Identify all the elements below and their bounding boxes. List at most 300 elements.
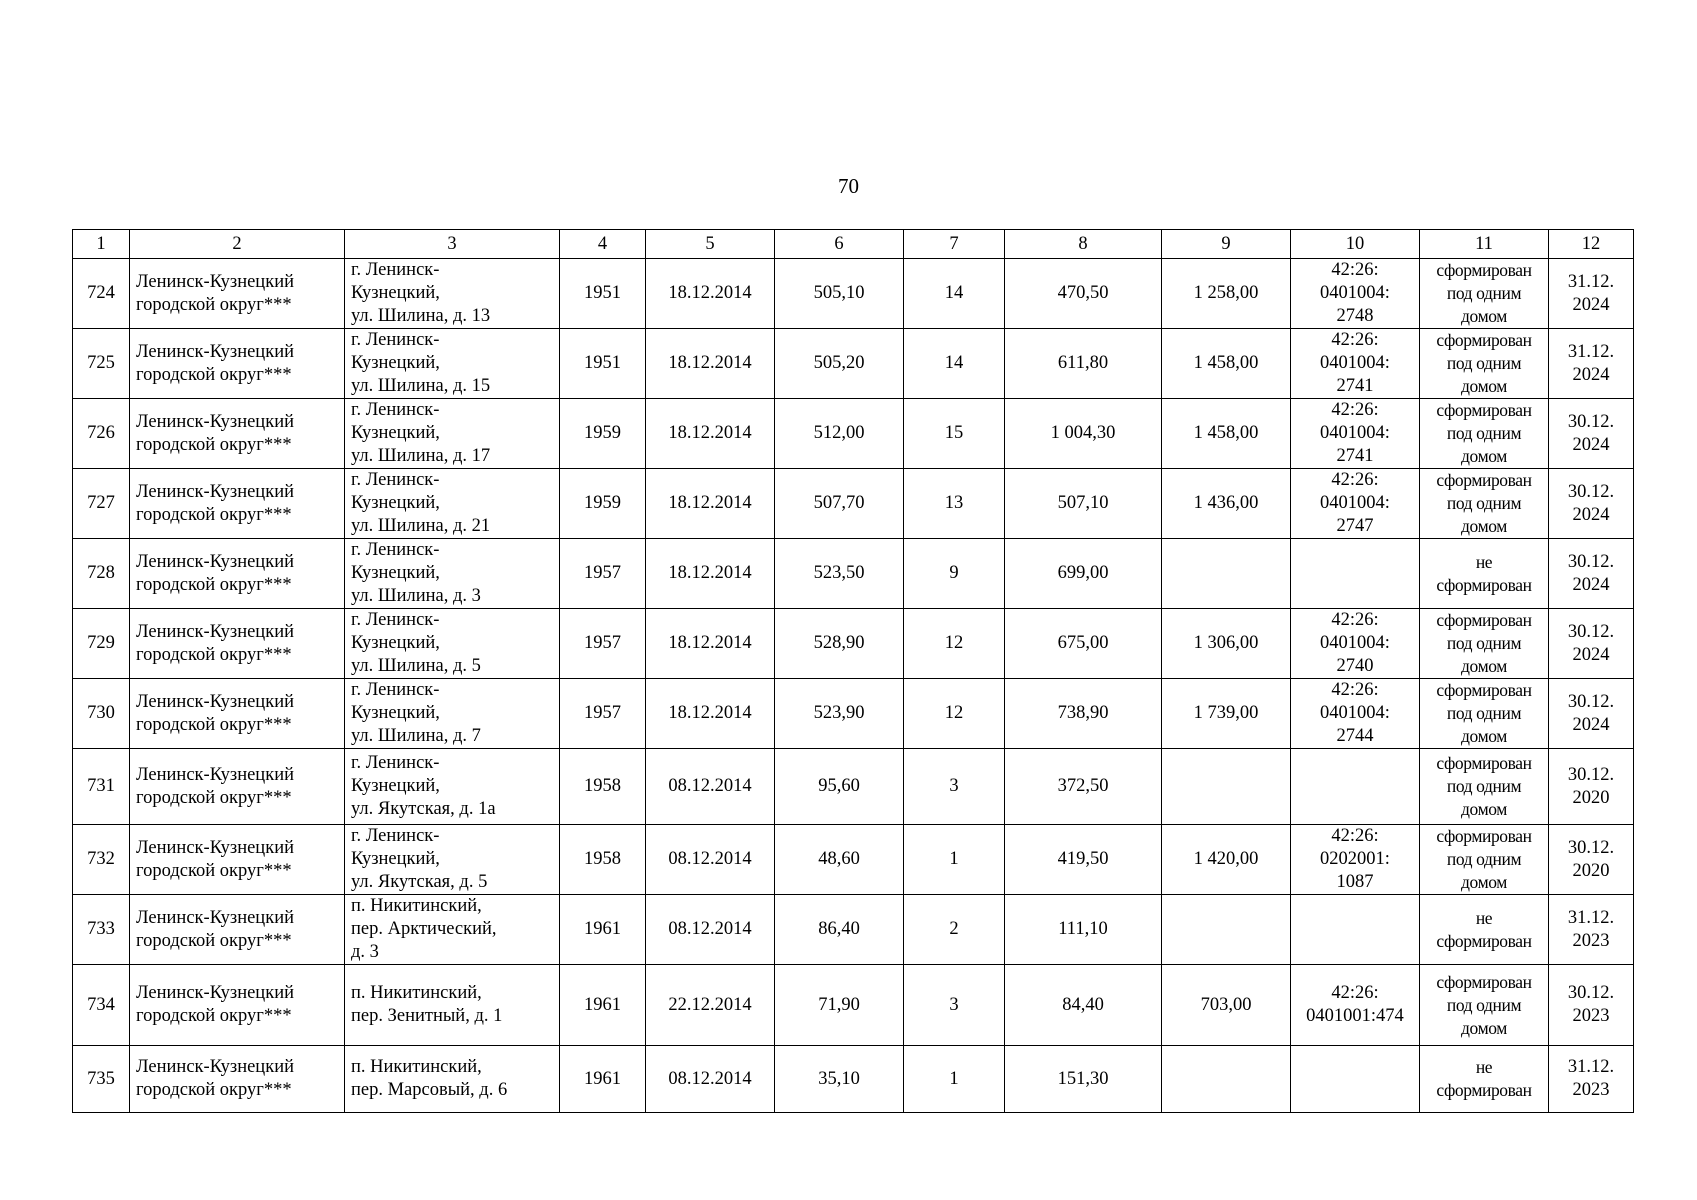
cell-line: 30.12. bbox=[1567, 764, 1615, 785]
table-row bbox=[73, 679, 1634, 749]
date-cell: 18.12.2014 bbox=[646, 679, 775, 749]
table-row bbox=[73, 895, 1634, 965]
cell-line: городской округ*** bbox=[136, 714, 292, 735]
cell-line: под одним bbox=[1446, 633, 1522, 653]
cell-line: под одним bbox=[1446, 493, 1522, 513]
residents-cell: 12 bbox=[904, 609, 1005, 679]
date-cell: 08.12.2014 bbox=[646, 825, 775, 895]
area2-cell: 699,00 bbox=[1005, 539, 1162, 609]
cell-line: 0401004: bbox=[1320, 633, 1390, 653]
area2-cell: 675,00 bbox=[1005, 609, 1162, 679]
cadastral-cell bbox=[1291, 259, 1420, 329]
cell-line: 0401001:474 bbox=[1306, 1006, 1404, 1026]
cell-line: домом bbox=[1461, 872, 1507, 892]
cadastral-cell bbox=[1291, 329, 1420, 399]
table-row bbox=[73, 259, 1634, 329]
area-cell: 505,20 bbox=[775, 329, 904, 399]
municipality-cell bbox=[130, 749, 345, 825]
row-number-cell: 727 bbox=[73, 469, 130, 539]
cell-line: г. Ленинск- bbox=[351, 470, 440, 490]
cell-line: сформирован bbox=[1436, 610, 1532, 630]
address-cell bbox=[345, 259, 560, 329]
cell-line: 2020 bbox=[1572, 860, 1610, 881]
cell-line: сформирован bbox=[1436, 330, 1532, 350]
address-cell bbox=[345, 539, 560, 609]
column-header: 6 bbox=[775, 230, 904, 259]
cell-line: Ленинск-Кузнецкий bbox=[136, 764, 294, 785]
cell-line: Ленинск-Кузнецкий bbox=[136, 551, 294, 572]
cell-line: 42:26: bbox=[1331, 680, 1379, 700]
cell-line: под одним bbox=[1446, 776, 1522, 796]
row-number-cell: 735 bbox=[73, 1046, 130, 1113]
cell-line: 2748 bbox=[1336, 306, 1374, 326]
cell-line: 0401004: bbox=[1320, 703, 1390, 723]
area-cell: 528,90 bbox=[775, 609, 904, 679]
year-cell: 1958 bbox=[560, 825, 646, 895]
area-cell: 512,00 bbox=[775, 399, 904, 469]
cell-line: ул. Шилина, д. 15 bbox=[351, 376, 491, 396]
cell-line: домом bbox=[1461, 799, 1507, 819]
date-cell: 08.12.2014 bbox=[646, 1046, 775, 1113]
cell-line: 42:26: bbox=[1331, 330, 1379, 350]
date-cell: 18.12.2014 bbox=[646, 469, 775, 539]
land-area-cell: 703,00 bbox=[1162, 965, 1291, 1046]
cell-line: г. Ленинск- bbox=[351, 260, 440, 280]
cell-line: Кузнецкий, bbox=[351, 563, 440, 583]
cell-line: 2024 bbox=[1572, 294, 1610, 315]
residents-cell: 15 bbox=[904, 399, 1005, 469]
cell-line: г. Ленинск- bbox=[351, 400, 440, 420]
cell-line: городской округ*** bbox=[136, 574, 292, 595]
cadastral-cell bbox=[1291, 539, 1420, 609]
cell-line: 1087 bbox=[1336, 872, 1374, 892]
cadastral-cell bbox=[1291, 1046, 1420, 1113]
cell-line: под одним bbox=[1446, 353, 1522, 373]
address-cell bbox=[345, 825, 560, 895]
cell-line: г. Ленинск- bbox=[351, 826, 440, 846]
cell-line: 2747 bbox=[1336, 516, 1374, 536]
municipality-cell bbox=[130, 399, 345, 469]
cell-line: 42:26: bbox=[1331, 610, 1379, 630]
column-header: 8 bbox=[1005, 230, 1162, 259]
cell-line: 30.12. bbox=[1567, 837, 1615, 858]
cadastral-cell bbox=[1291, 895, 1420, 965]
cadastral-cell bbox=[1291, 609, 1420, 679]
year-cell: 1957 bbox=[560, 539, 646, 609]
land-area-cell: 1 258,00 bbox=[1162, 259, 1291, 329]
area-cell: 95,60 bbox=[775, 749, 904, 825]
cell-line: Кузнецкий, bbox=[351, 776, 440, 796]
municipality-cell bbox=[130, 469, 345, 539]
year-cell: 1951 bbox=[560, 259, 646, 329]
cell-line: ул. Шилина, д. 17 bbox=[351, 446, 491, 466]
residents-cell: 14 bbox=[904, 259, 1005, 329]
year-cell: 1957 bbox=[560, 609, 646, 679]
cell-line: не bbox=[1475, 1057, 1493, 1077]
year-cell: 1957 bbox=[560, 679, 646, 749]
cell-line: сформирован bbox=[1436, 1080, 1532, 1100]
cell-line: д. 3 bbox=[351, 942, 379, 962]
status-cell bbox=[1420, 895, 1549, 965]
cadastral-cell bbox=[1291, 469, 1420, 539]
table-row bbox=[73, 399, 1634, 469]
cell-line: городской округ*** bbox=[136, 504, 292, 525]
row-number-cell: 728 bbox=[73, 539, 130, 609]
status-cell bbox=[1420, 399, 1549, 469]
date-cell: 18.12.2014 bbox=[646, 329, 775, 399]
cell-line: городской округ*** bbox=[136, 294, 292, 315]
column-header: 3 bbox=[345, 230, 560, 259]
cell-line: сформирован bbox=[1436, 971, 1532, 992]
address-cell bbox=[345, 749, 560, 825]
cell-line: г. Ленинск- bbox=[351, 680, 440, 700]
table-row bbox=[73, 1046, 1634, 1113]
cell-line: 2740 bbox=[1336, 656, 1374, 676]
cell-line: сформирован bbox=[1436, 753, 1532, 773]
column-header: 4 bbox=[560, 230, 646, 259]
table-row bbox=[73, 469, 1634, 539]
cell-line: городской округ*** bbox=[136, 860, 292, 881]
area-cell: 507,70 bbox=[775, 469, 904, 539]
cell-line: сформирован bbox=[1436, 930, 1532, 951]
cell-line: под одним bbox=[1446, 703, 1522, 723]
table-row bbox=[73, 965, 1634, 1046]
housing-register-table bbox=[72, 229, 1634, 1113]
residents-cell: 1 bbox=[904, 825, 1005, 895]
date-cell: 18.12.2014 bbox=[646, 259, 775, 329]
cell-line: Ленинск-Кузнецкий bbox=[136, 411, 294, 432]
area-cell: 523,90 bbox=[775, 679, 904, 749]
year-cell: 1959 bbox=[560, 399, 646, 469]
year-cell: 1961 bbox=[560, 965, 646, 1046]
status-cell bbox=[1420, 609, 1549, 679]
cell-line: домом bbox=[1461, 376, 1507, 396]
deadline-cell bbox=[1549, 399, 1634, 469]
cell-line: п. Никитинский, bbox=[351, 1057, 482, 1077]
year-cell: 1951 bbox=[560, 329, 646, 399]
cell-line: Кузнецкий, bbox=[351, 493, 440, 513]
cell-line: 2023 bbox=[1572, 1006, 1610, 1026]
column-number-row bbox=[73, 230, 1634, 259]
cell-line: пер. Марсовый, д. 6 bbox=[351, 1080, 508, 1100]
cell-line: 2024 bbox=[1572, 504, 1610, 525]
cell-line: 2024 bbox=[1572, 644, 1610, 665]
year-cell: 1958 bbox=[560, 749, 646, 825]
municipality-cell bbox=[130, 539, 345, 609]
area2-cell: 372,50 bbox=[1005, 749, 1162, 825]
address-cell bbox=[345, 609, 560, 679]
row-number-cell: 729 bbox=[73, 609, 130, 679]
date-cell: 22.12.2014 bbox=[646, 965, 775, 1046]
area2-cell: 419,50 bbox=[1005, 825, 1162, 895]
cell-line: сформирован bbox=[1436, 826, 1532, 846]
cell-line: 0202001: bbox=[1320, 849, 1390, 869]
address-cell bbox=[345, 399, 560, 469]
area2-cell: 470,50 bbox=[1005, 259, 1162, 329]
cell-line: домом bbox=[1461, 306, 1507, 326]
residents-cell: 12 bbox=[904, 679, 1005, 749]
cell-line: не bbox=[1475, 907, 1493, 928]
date-cell: 18.12.2014 bbox=[646, 399, 775, 469]
residents-cell: 9 bbox=[904, 539, 1005, 609]
area-cell: 523,50 bbox=[775, 539, 904, 609]
cell-line: ул. Шилина, д. 7 bbox=[351, 726, 481, 746]
cell-line: городской округ*** bbox=[136, 1006, 292, 1026]
cell-line: под одним bbox=[1446, 994, 1522, 1015]
area2-cell: 507,10 bbox=[1005, 469, 1162, 539]
cell-line: 42:26: bbox=[1331, 260, 1379, 280]
municipality-cell bbox=[130, 965, 345, 1046]
cell-line: Ленинск-Кузнецкий bbox=[136, 837, 294, 858]
deadline-cell bbox=[1549, 469, 1634, 539]
cell-line: домом bbox=[1461, 446, 1507, 466]
cell-line: городской округ*** bbox=[136, 434, 292, 455]
cell-line: под одним bbox=[1446, 283, 1522, 303]
cell-line: Ленинск-Кузнецкий bbox=[136, 341, 294, 362]
cell-line: г. Ленинск- bbox=[351, 610, 440, 630]
cell-line: Кузнецкий, bbox=[351, 353, 440, 373]
status-cell bbox=[1420, 825, 1549, 895]
deadline-cell bbox=[1549, 895, 1634, 965]
residents-cell: 2 bbox=[904, 895, 1005, 965]
cell-line: городской округ*** bbox=[136, 930, 292, 951]
row-number-cell: 733 bbox=[73, 895, 130, 965]
cell-line: 0401004: bbox=[1320, 423, 1390, 443]
cell-line: п. Никитинский, bbox=[351, 896, 482, 916]
cell-line: Кузнецкий, bbox=[351, 283, 440, 303]
date-cell: 18.12.2014 bbox=[646, 539, 775, 609]
cadastral-cell bbox=[1291, 749, 1420, 825]
cell-line: сформирован bbox=[1436, 470, 1532, 490]
column-header: 10 bbox=[1291, 230, 1420, 259]
deadline-cell bbox=[1549, 965, 1634, 1046]
area2-cell: 111,10 bbox=[1005, 895, 1162, 965]
cell-line: 2024 bbox=[1572, 364, 1610, 385]
deadline-cell bbox=[1549, 609, 1634, 679]
table-row bbox=[73, 609, 1634, 679]
cell-line: 2023 bbox=[1572, 930, 1610, 951]
cell-line: 31.12. bbox=[1567, 271, 1615, 292]
cell-line: сформирован bbox=[1436, 574, 1532, 595]
cell-line: ул. Шилина, д. 21 bbox=[351, 516, 491, 536]
cell-line: Кузнецкий, bbox=[351, 633, 440, 653]
column-header: 2 bbox=[130, 230, 345, 259]
address-cell bbox=[345, 965, 560, 1046]
cell-line: ул. Шилина, д. 3 bbox=[351, 586, 481, 606]
address-cell bbox=[345, 895, 560, 965]
cell-line: городской округ*** bbox=[136, 364, 292, 385]
table-row bbox=[73, 539, 1634, 609]
cell-line: 2020 bbox=[1572, 787, 1610, 808]
cell-line: домом bbox=[1461, 516, 1507, 536]
year-cell: 1961 bbox=[560, 895, 646, 965]
residents-cell: 3 bbox=[904, 965, 1005, 1046]
cell-line: Ленинск-Кузнецкий bbox=[136, 271, 294, 292]
cell-line: 2024 bbox=[1572, 714, 1610, 735]
cell-line: не bbox=[1475, 551, 1493, 572]
cadastral-cell bbox=[1291, 825, 1420, 895]
cell-line: 31.12. bbox=[1567, 1057, 1615, 1077]
residents-cell: 1 bbox=[904, 1046, 1005, 1113]
cell-line: городской округ*** bbox=[136, 787, 292, 808]
cell-line: под одним bbox=[1446, 423, 1522, 443]
cell-line: 30.12. bbox=[1567, 411, 1615, 432]
deadline-cell bbox=[1549, 749, 1634, 825]
row-number-cell: 724 bbox=[73, 259, 130, 329]
residents-cell: 14 bbox=[904, 329, 1005, 399]
cell-line: Ленинск-Кузнецкий bbox=[136, 907, 294, 928]
cell-line: 30.12. bbox=[1567, 551, 1615, 572]
area-cell: 48,60 bbox=[775, 825, 904, 895]
year-cell: 1961 bbox=[560, 1046, 646, 1113]
residents-cell: 13 bbox=[904, 469, 1005, 539]
table-row bbox=[73, 749, 1634, 825]
deadline-cell bbox=[1549, 825, 1634, 895]
land-area-cell bbox=[1162, 539, 1291, 609]
cell-line: 2744 bbox=[1336, 726, 1374, 746]
address-cell bbox=[345, 469, 560, 539]
cell-line: 0401004: bbox=[1320, 493, 1390, 513]
cell-line: ул. Шилина, д. 13 bbox=[351, 306, 491, 326]
cell-line: 2024 bbox=[1572, 434, 1610, 455]
page-number: 70 bbox=[838, 174, 859, 198]
date-cell: 08.12.2014 bbox=[646, 749, 775, 825]
row-number-cell: 734 bbox=[73, 965, 130, 1046]
column-header: 9 bbox=[1162, 230, 1291, 259]
cell-line: пер. Зенитный, д. 1 bbox=[351, 1006, 503, 1026]
cell-line: сформирован bbox=[1436, 400, 1532, 420]
cell-line: 30.12. bbox=[1567, 481, 1615, 502]
cell-line: сформирован bbox=[1436, 680, 1532, 700]
land-area-cell: 1 458,00 bbox=[1162, 329, 1291, 399]
land-area-cell bbox=[1162, 895, 1291, 965]
cell-line: ул. Шилина, д. 5 bbox=[351, 656, 481, 676]
cell-line: сформирован bbox=[1436, 260, 1532, 280]
deadline-cell bbox=[1549, 1046, 1634, 1113]
column-header: 12 bbox=[1549, 230, 1634, 259]
cell-line: п. Никитинский, bbox=[351, 983, 482, 1003]
area-cell: 71,90 bbox=[775, 965, 904, 1046]
land-area-cell: 1 306,00 bbox=[1162, 609, 1291, 679]
cell-line: 2024 bbox=[1572, 574, 1610, 595]
cell-line: 31.12. bbox=[1567, 907, 1615, 928]
land-area-cell: 1 739,00 bbox=[1162, 679, 1291, 749]
cadastral-cell bbox=[1291, 965, 1420, 1046]
municipality-cell bbox=[130, 1046, 345, 1113]
cell-line: ул. Якутская, д. 5 bbox=[351, 872, 488, 892]
column-header: 7 bbox=[904, 230, 1005, 259]
cell-line: 30.12. bbox=[1567, 983, 1615, 1003]
municipality-cell bbox=[130, 259, 345, 329]
land-area-cell: 1 420,00 bbox=[1162, 825, 1291, 895]
address-cell bbox=[345, 329, 560, 399]
municipality-cell bbox=[130, 679, 345, 749]
area-cell: 505,10 bbox=[775, 259, 904, 329]
cell-line: Ленинск-Кузнецкий bbox=[136, 983, 294, 1003]
row-number-cell: 730 bbox=[73, 679, 130, 749]
residents-cell: 3 bbox=[904, 749, 1005, 825]
cell-line: г. Ленинск- bbox=[351, 330, 440, 350]
cell-line: Ленинск-Кузнецкий bbox=[136, 691, 294, 712]
land-area-cell: 1 436,00 bbox=[1162, 469, 1291, 539]
cell-line: 30.12. bbox=[1567, 621, 1615, 642]
row-number-cell: 726 bbox=[73, 399, 130, 469]
area-cell: 35,10 bbox=[775, 1046, 904, 1113]
area2-cell: 738,90 bbox=[1005, 679, 1162, 749]
cell-line: Ленинск-Кузнецкий bbox=[136, 481, 294, 502]
cell-line: г. Ленинск- bbox=[351, 753, 440, 773]
cell-line: домом bbox=[1461, 656, 1507, 676]
date-cell: 08.12.2014 bbox=[646, 895, 775, 965]
cell-line: пер. Арктический, bbox=[351, 919, 497, 939]
area2-cell: 84,40 bbox=[1005, 965, 1162, 1046]
status-cell bbox=[1420, 965, 1549, 1046]
deadline-cell bbox=[1549, 679, 1634, 749]
table-row bbox=[73, 329, 1634, 399]
municipality-cell bbox=[130, 609, 345, 679]
area2-cell: 1 004,30 bbox=[1005, 399, 1162, 469]
cadastral-cell bbox=[1291, 679, 1420, 749]
row-number-cell: 731 bbox=[73, 749, 130, 825]
municipality-cell bbox=[130, 329, 345, 399]
cell-line: 2741 bbox=[1336, 376, 1374, 396]
cell-line: городской округ*** bbox=[136, 1080, 292, 1100]
cell-line: 2741 bbox=[1336, 446, 1374, 466]
area2-cell: 151,30 bbox=[1005, 1046, 1162, 1113]
cell-line: домом bbox=[1461, 1017, 1507, 1038]
cell-line: Кузнецкий, bbox=[351, 423, 440, 443]
cell-line: 0401004: bbox=[1320, 353, 1390, 373]
land-area-cell bbox=[1162, 749, 1291, 825]
cadastral-cell bbox=[1291, 399, 1420, 469]
municipality-cell bbox=[130, 825, 345, 895]
municipality-cell bbox=[130, 895, 345, 965]
area-cell: 86,40 bbox=[775, 895, 904, 965]
status-cell bbox=[1420, 539, 1549, 609]
row-number-cell: 732 bbox=[73, 825, 130, 895]
column-header: 1 bbox=[73, 230, 130, 259]
date-cell: 18.12.2014 bbox=[646, 609, 775, 679]
cell-line: 0401004: bbox=[1320, 283, 1390, 303]
deadline-cell bbox=[1549, 329, 1634, 399]
cell-line: 42:26: bbox=[1331, 826, 1379, 846]
cell-line: Кузнецкий, bbox=[351, 849, 440, 869]
cell-line: городской округ*** bbox=[136, 644, 292, 665]
cell-line: 30.12. bbox=[1567, 691, 1615, 712]
cell-line: г. Ленинск- bbox=[351, 540, 440, 560]
cell-line: ул. Якутская, д. 1а bbox=[351, 799, 496, 819]
address-cell bbox=[345, 1046, 560, 1113]
status-cell bbox=[1420, 259, 1549, 329]
cell-line: Ленинск-Кузнецкий bbox=[136, 621, 294, 642]
column-header: 5 bbox=[646, 230, 775, 259]
year-cell: 1959 bbox=[560, 469, 646, 539]
status-cell bbox=[1420, 749, 1549, 825]
land-area-cell bbox=[1162, 1046, 1291, 1113]
cell-line: 31.12. bbox=[1567, 341, 1615, 362]
address-cell bbox=[345, 679, 560, 749]
cell-line: 2023 bbox=[1572, 1080, 1610, 1100]
land-area-cell: 1 458,00 bbox=[1162, 399, 1291, 469]
status-cell bbox=[1420, 1046, 1549, 1113]
cell-line: домом bbox=[1461, 726, 1507, 746]
area2-cell: 611,80 bbox=[1005, 329, 1162, 399]
column-header: 11 bbox=[1420, 230, 1549, 259]
status-cell bbox=[1420, 469, 1549, 539]
cell-line: 42:26: bbox=[1331, 983, 1379, 1003]
cell-line: Ленинск-Кузнецкий bbox=[136, 1057, 294, 1077]
status-cell bbox=[1420, 329, 1549, 399]
